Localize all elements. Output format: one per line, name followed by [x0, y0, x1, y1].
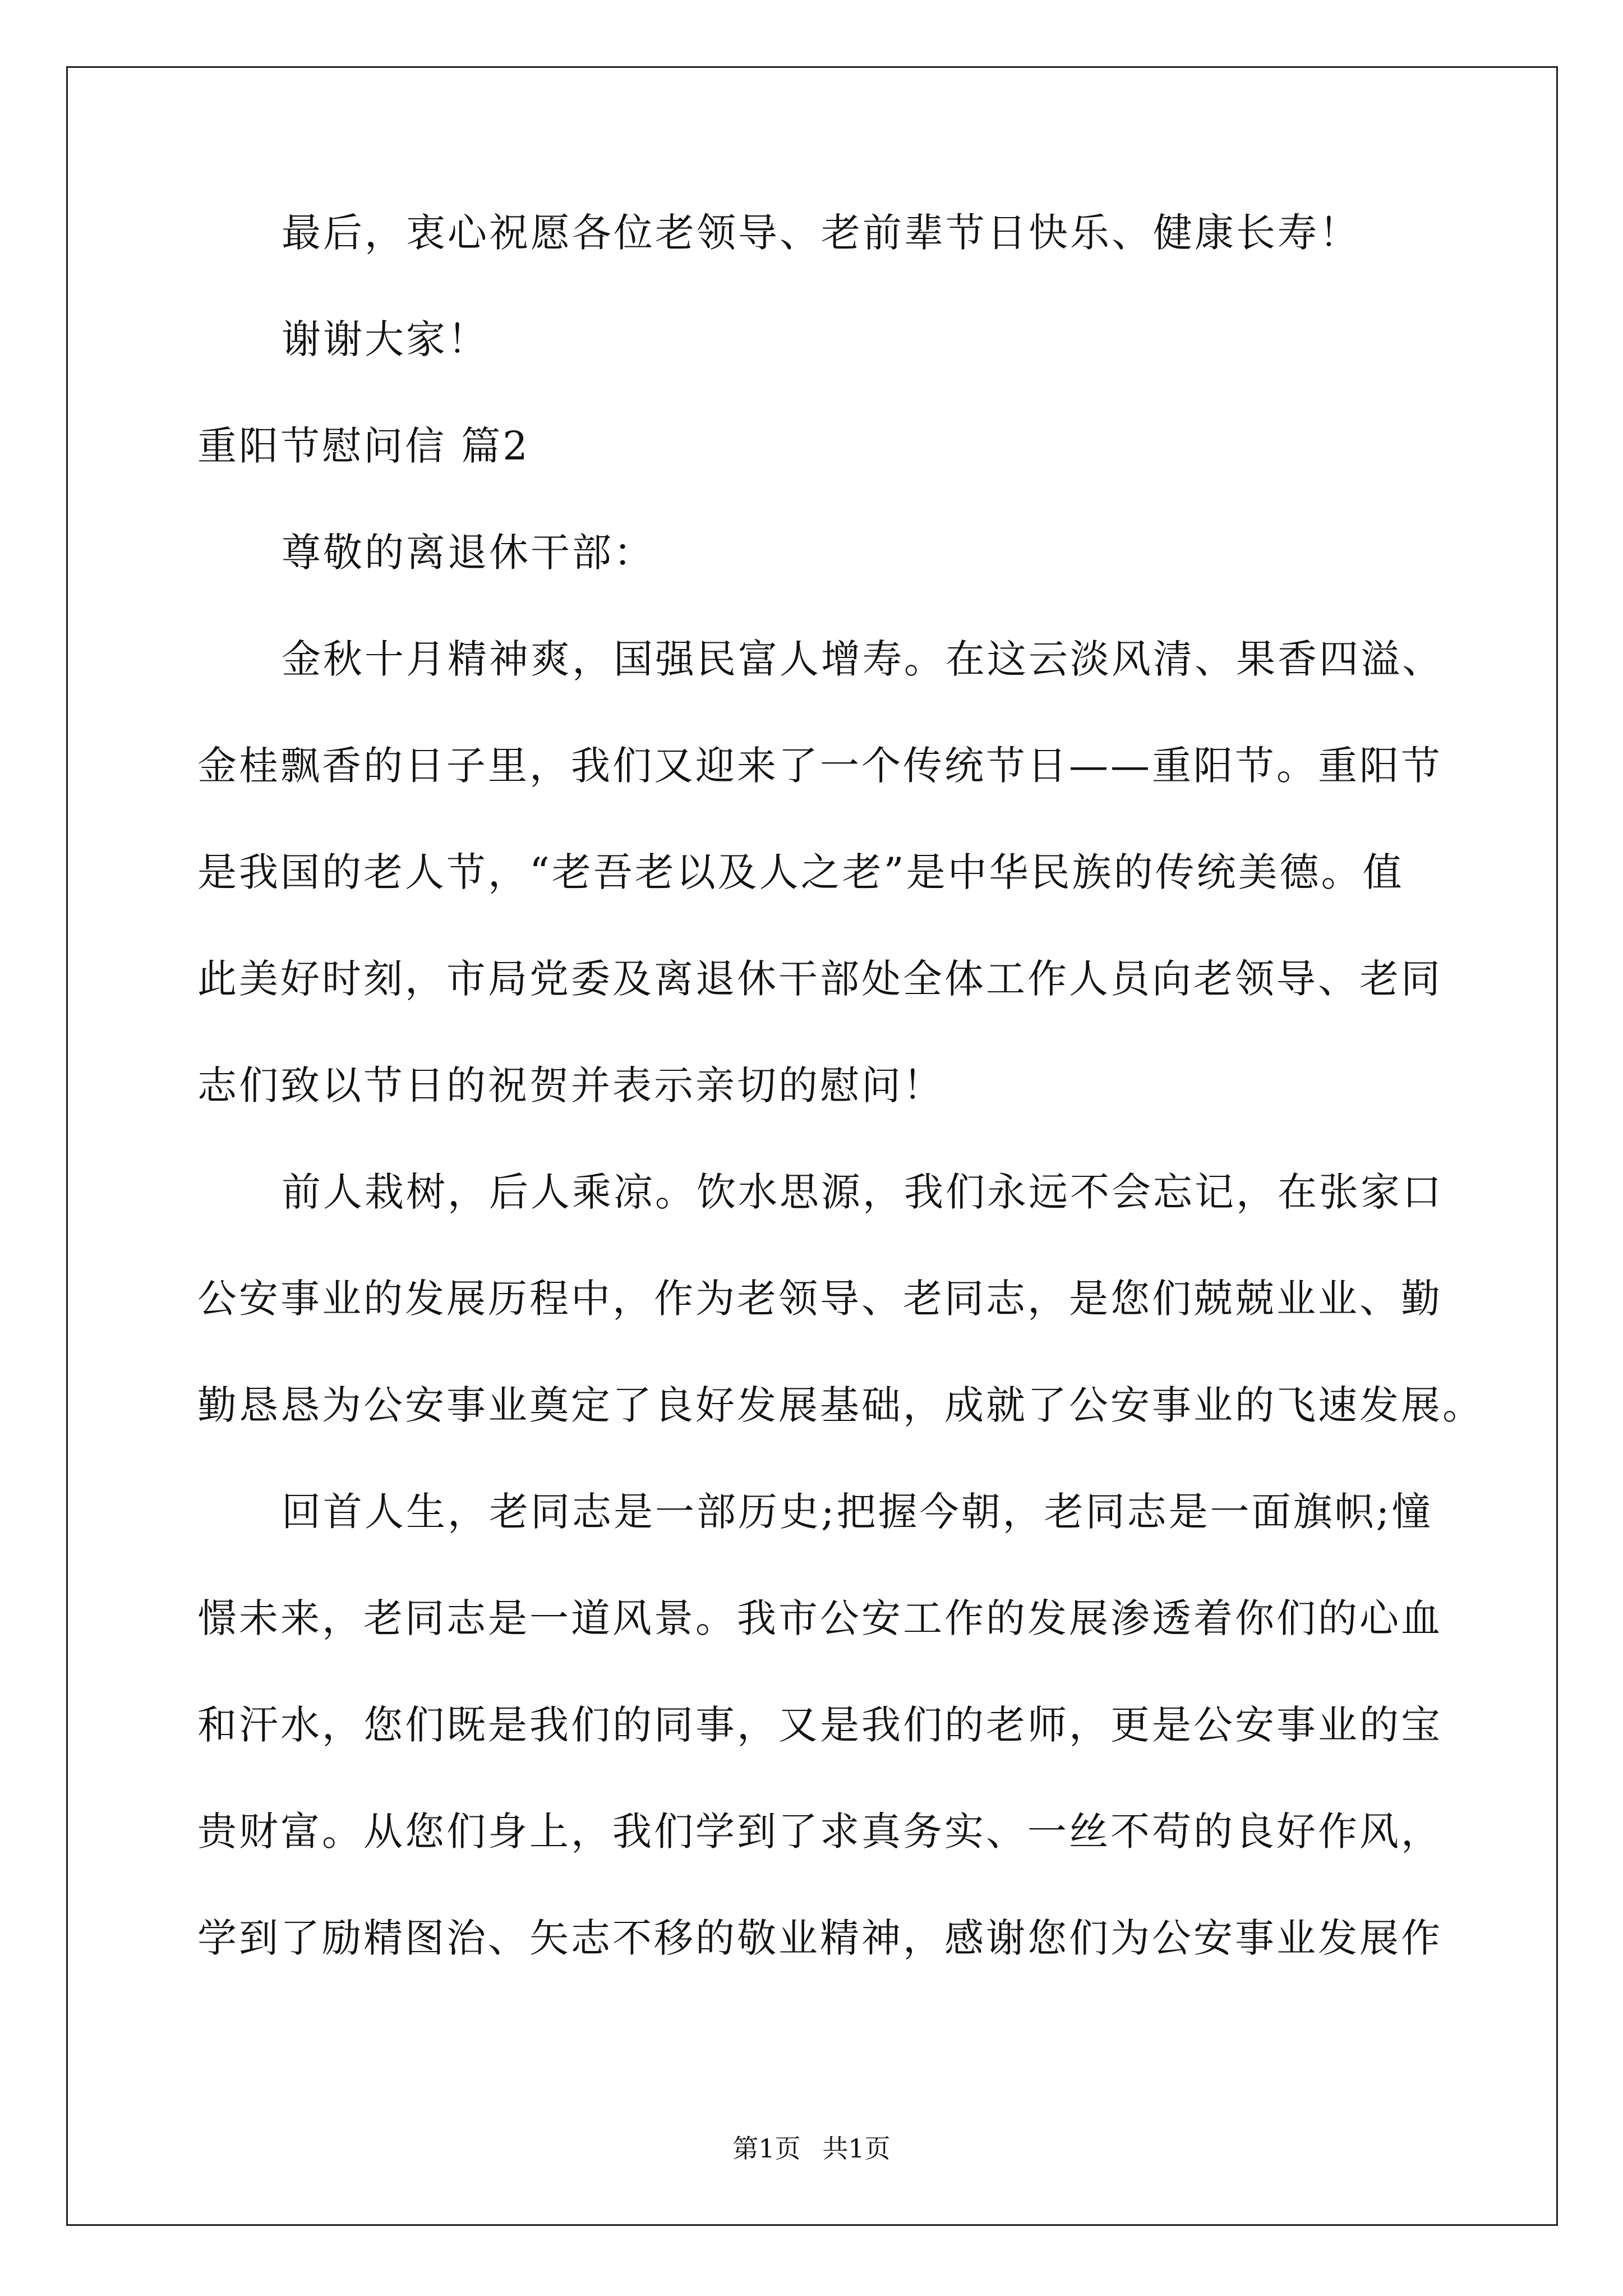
paragraph-line: 金桂飘香的日子里，我们又迎来了一个传统节日——重阳节。重阳节 [197, 743, 1442, 789]
page-number: 第1页 [732, 2133, 801, 2164]
paragraph-line: 最后，衷心祝愿各位老领导、老前辈节日快乐、健康长寿！ [282, 210, 1361, 256]
paragraph-line: 勤恳恳为公安事业奠定了良好发展基础，成就了公安事业的飞速发展。 [197, 1382, 1484, 1428]
paragraph-line: 此美好时刻，市局党委及离退休干部处全体工作人员向老领导、老同 [197, 956, 1442, 1002]
salutation: 尊敬的离退休干部： [282, 530, 655, 576]
paragraph-line: 是我国的老人节，“老吾老以及人之老”是中华民族的传统美德。值 [197, 849, 1404, 895]
paragraph-line: 前人栽树，后人乘凉。饮水思源，我们永远不会忘记，在张家口 [282, 1169, 1444, 1215]
page-border [66, 66, 1558, 2226]
section-heading: 重阳节慰问信 篇2 [197, 423, 530, 469]
paragraph-line: 和汗水，您们既是我们的同事，又是我们的老师，更是公安事业的宝 [197, 1702, 1442, 1748]
paragraph-line: 憬未来，老同志是一道风景。我市公安工作的发展渗透着你们的心血 [197, 1595, 1442, 1641]
paragraph-line: 志们致以节日的祝贺并表示亲切的慰问！ [197, 1062, 944, 1108]
paragraph-line: 谢谢大家！ [282, 316, 489, 362]
paragraph-line: 贵财富。从您们身上，我们学到了求真务实、一丝不苟的良好作风， [197, 1809, 1442, 1855]
total-pages: 共1页 [822, 2133, 891, 2164]
paragraph-line: 学到了励精图治、矢志不移的敬业精神，感谢您们为公安事业发展作 [197, 1915, 1442, 1961]
page-footer [0, 2132, 1623, 2165]
paragraph-line: 金秋十月精神爽，国强民富人增寿。在这云淡风清、果香四溢、 [282, 636, 1444, 682]
paragraph-line: 公安事业的发展历程中，作为老领导、老同志，是您们兢兢业业、勤 [197, 1276, 1442, 1322]
paragraph-line: 回首人生，老同志是一部历史;把握今朝，老同志是一面旗帜;憧 [282, 1489, 1433, 1535]
